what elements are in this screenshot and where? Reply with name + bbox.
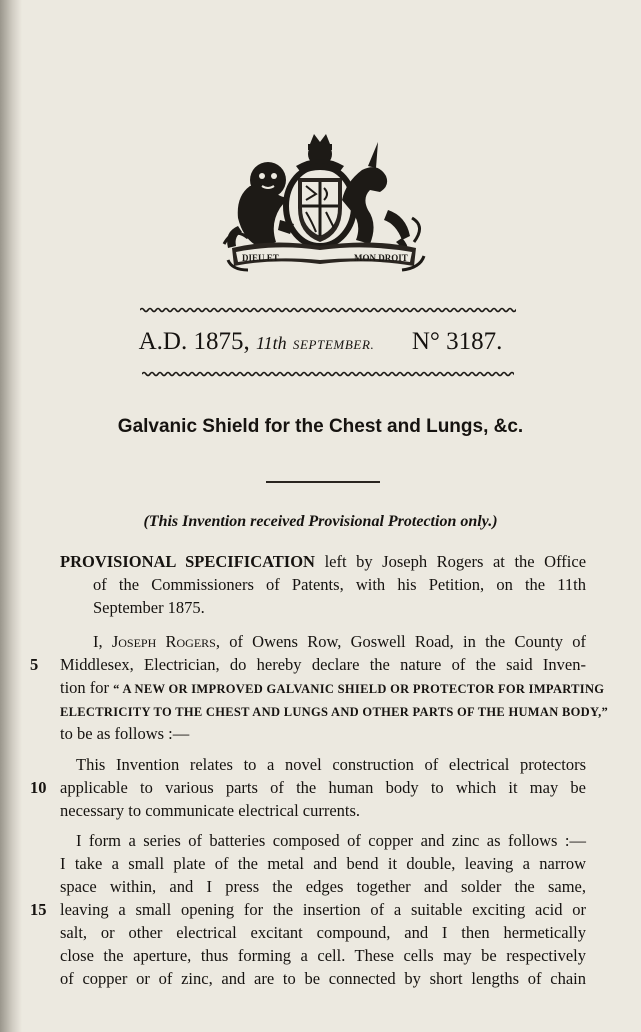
para2-line-2: applicable to various parts of the human body to which it may be bbox=[60, 778, 586, 797]
para3-line-5: salt, or other electrical excitant compound, and I then hermetically bbox=[60, 923, 586, 942]
title-divider bbox=[266, 481, 380, 483]
para1-line-1 bbox=[93, 631, 586, 653]
para1-text: I, bbox=[93, 632, 103, 651]
coat-of-arms-emblem bbox=[218, 130, 432, 274]
line-number: 15 bbox=[30, 900, 47, 919]
wavy-rule-bottom bbox=[142, 370, 514, 378]
para3-line-3: space within, and I press the edges together and solder the same, bbox=[60, 877, 586, 896]
patent-number: N° 3187. bbox=[411, 328, 503, 355]
ad-label: A.D. bbox=[138, 328, 188, 355]
para1-line-5: to be as follows :— bbox=[60, 724, 190, 743]
spec-line-2: of the Commissioners of Patents, with his Petition, on the 11th bbox=[93, 575, 586, 594]
para3-line-2: I take a small plate of the metal and bend it double, leaving a narrow bbox=[60, 854, 586, 873]
invention-title-sc: “ A NEW OR IMPROVED GALVANIC SHIELD OR PROTECTOR FOR IMPARTING bbox=[113, 682, 605, 696]
provisional-note: (This Invention received Provisional Protection only.) bbox=[143, 513, 498, 530]
para3-line-6: close the aperture, thus forming a cell. These cells may be respectively bbox=[60, 946, 586, 965]
spec-line-3: September 1875. bbox=[93, 598, 205, 617]
para2-line-1: This Invention relates to a novel construction of electrical protectors bbox=[76, 755, 586, 774]
patent-header-line bbox=[0, 328, 641, 356]
motto-right: MON DROIT bbox=[354, 253, 408, 263]
wavy-rule-top bbox=[140, 306, 516, 314]
para3-line-1: I form a series of batteries composed of copper and zinc as follows :— bbox=[76, 831, 586, 850]
para2-line-3: necessary to communicate electrical currents. bbox=[60, 801, 361, 820]
para1-text: tion for bbox=[60, 678, 110, 697]
para3-line-7: of copper or of zinc, and are to be connected by short lengths of chain bbox=[60, 969, 586, 988]
inventor-name: Joseph Rogers, bbox=[111, 632, 220, 651]
document-title: Galvanic Shield for the Chest and Lungs, &c. bbox=[117, 416, 524, 437]
line-number: 10 bbox=[30, 778, 47, 797]
para1-line-4 bbox=[60, 700, 609, 723]
line-number: 5 bbox=[30, 655, 39, 674]
para1-line-3 bbox=[60, 677, 605, 700]
para1-line-2: Middlesex, Electrician, do hereby declare the nature of the said Inven- bbox=[60, 655, 586, 674]
para3-line-4: leaving a small opening for the insertion of a suitable exciting acid or bbox=[60, 900, 586, 919]
invention-title-sc-cont: ELECTRICITY TO THE CHEST AND LUNGS AND OTHER PARTS OF THE HUMAN BODY,” bbox=[60, 705, 609, 719]
year: 1875, bbox=[193, 328, 250, 355]
spec-line-1-rest: left by Joseph Rogers at the Office bbox=[324, 552, 587, 571]
spec-line-1 bbox=[60, 551, 586, 573]
motto-left: DIEU ET bbox=[242, 253, 279, 263]
para1-text: of Owens Row, Goswell Road, in the County of bbox=[229, 632, 586, 651]
spec-heading: PROVISIONAL SPECIFICATION bbox=[60, 552, 315, 571]
date-month: SEPTEMBER. bbox=[292, 337, 375, 352]
date-day: 11th bbox=[255, 333, 287, 353]
